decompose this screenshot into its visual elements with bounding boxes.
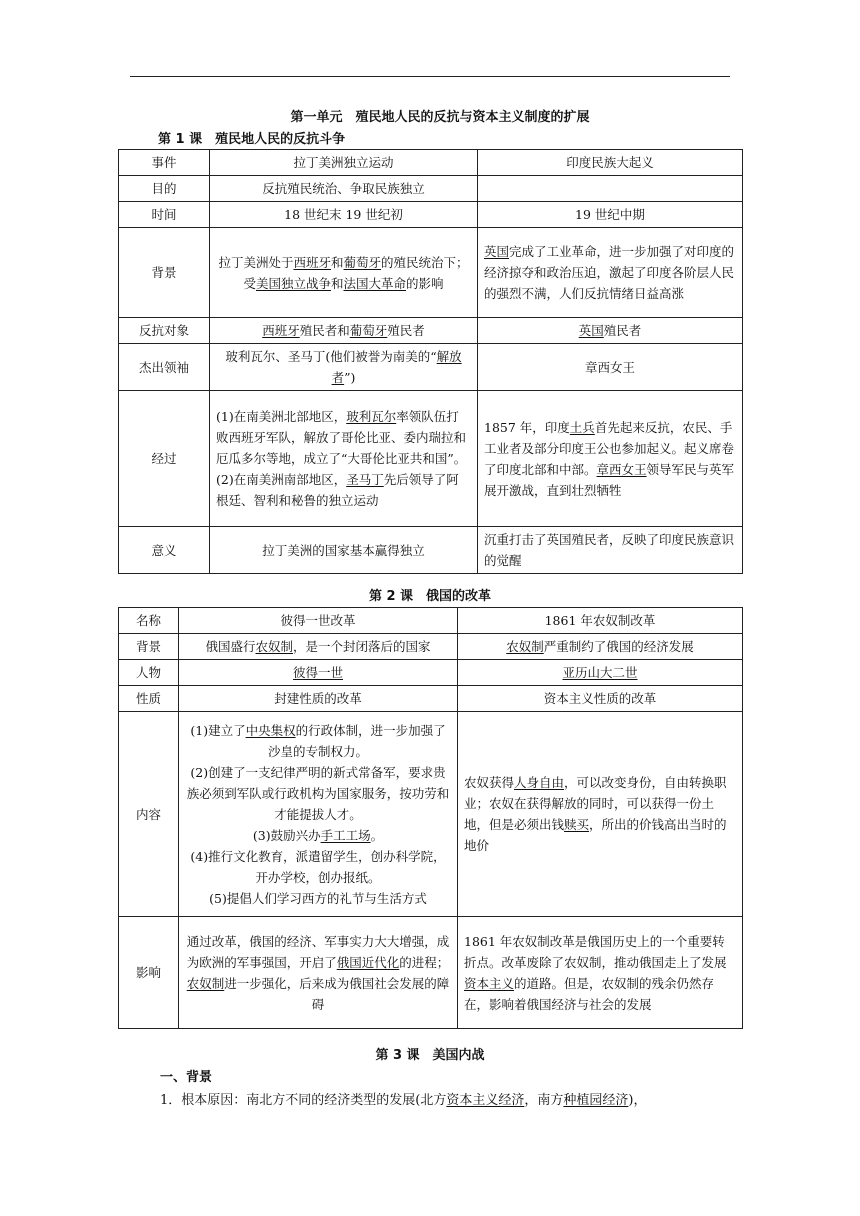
table-row	[119, 686, 743, 712]
cell: 亚历山大二世	[458, 660, 743, 686]
header-cell: 1861 年农奴制改革	[458, 608, 743, 634]
table-row	[119, 202, 743, 228]
row-label: 意义	[119, 527, 210, 574]
table-row	[119, 228, 743, 318]
cell: 通过改革，俄国的经济、军事实力大大增强，成为欧洲的军事强国，开启了俄国近代化的进程；农奴制进一步强化，后来成为俄国社会发展的障碍	[179, 917, 458, 1029]
table-row	[119, 176, 743, 202]
cell	[478, 176, 743, 202]
row-label: 人物	[119, 660, 179, 686]
row-label: 影响	[119, 917, 179, 1029]
cell: 封建性质的改革	[179, 686, 458, 712]
row-label: 时间	[119, 202, 210, 228]
row-label: 背景	[119, 228, 210, 318]
table-row	[119, 391, 743, 527]
table-row	[119, 608, 743, 634]
header-cell: 名称	[119, 608, 179, 634]
header-rule	[130, 76, 730, 77]
cell: 俄国盛行农奴制，是一个封闭落后的国家	[179, 634, 458, 660]
cell: (1)在南美洲北部地区，玻利瓦尔率领队伍打败西班牙军队，解放了哥伦比亚、委内瑞拉和厄瓜多尔等地，成立了“大哥伦比亚共和国”。 (2)在南美洲南部地区，圣马丁先后领导了阿根廷、智利和秘鲁的独立运动	[210, 391, 478, 527]
row-label: 经过	[119, 391, 210, 527]
header-cell: 彼得一世改革	[179, 608, 458, 634]
table-row	[119, 318, 743, 344]
paragraph: 1．根本原因：南北方不同的经济类型的发展(北方资本主义经济，南方种植园经济)，	[160, 1093, 647, 1108]
cell: 反抗殖民统治、争取民族独立	[210, 176, 478, 202]
row-label: 反抗对象	[119, 318, 210, 344]
table-row	[119, 150, 743, 176]
lesson2-title: 第 2 课 俄国的改革	[368, 589, 492, 604]
cell: 19 世纪中期	[478, 202, 743, 228]
cell: 1857 年，印度土兵首先起来反抗，农民、手工业者及部分印度王公也参加起义。起义席卷了印度北部和中部。章西女王领导军民与英军展开激战，直到壮烈牺牲	[478, 391, 743, 527]
cell: 农奴获得人身自由，可以改变身份，自由转换职业；农奴在获得解放的同时，可以获得一份土地，但是必须出钱赎买，所出的价钱高出当时的地价	[458, 712, 743, 917]
row-label: 杰出领袖	[119, 344, 210, 391]
cell: 资本主义性质的改革	[458, 686, 743, 712]
cell: 拉丁美洲的国家基本赢得独立	[210, 527, 478, 574]
lesson3-title: 第 3 课 美国内战	[375, 1048, 485, 1063]
cell: 西班牙殖民者和葡萄牙殖民者	[210, 318, 478, 344]
cell: 拉丁美洲处于西班牙和葡萄牙的殖民统治下；受美国独立战争和法国大革命的影响	[210, 228, 478, 318]
header-cell: 印度民族大起义	[478, 150, 743, 176]
table-row	[119, 344, 743, 391]
cell: 玻利瓦尔、圣马丁(他们被誉为南美的“解放者”)	[210, 344, 478, 391]
cell: 农奴制严重制约了俄国的经济发展	[458, 634, 743, 660]
unit-title: 第一单元 殖民地人民的反抗与资本主义制度的扩展	[290, 110, 590, 125]
lesson2-table	[118, 607, 743, 1029]
table-row	[119, 660, 743, 686]
lesson1-table	[118, 149, 743, 574]
cell: 章西女王	[478, 344, 743, 391]
table-row	[119, 527, 743, 574]
row-label: 内容	[119, 712, 179, 917]
header-cell: 事件	[119, 150, 210, 176]
cell: 18 世纪末 19 世纪初	[210, 202, 478, 228]
row-label: 性质	[119, 686, 179, 712]
header-cell: 拉丁美洲独立运动	[210, 150, 478, 176]
cell: 1861 年农奴制改革是俄国历史上的一个重要转折点。改革废除了农奴制，推动俄国走上了发展资本主义的道路。但是，农奴制的残余仍然存在，影响着俄国经济与社会的发展	[458, 917, 743, 1029]
table-row	[119, 712, 743, 917]
cell: (1)建立了中央集权的行政体制，进一步加强了沙皇的专制权力。 (2)创建了一支纪律严明的新式常备军，要求贵族必须到军队或行政机构为国家服务，按功劳和才能提拔人才。 (3)鼓励兴办手工工场。 (4)推行文化教育，派遣留学生，创办科学院，开办学校，创办报纸。 (5)提倡人们学习西方的礼节与生活方式	[179, 712, 458, 917]
section-heading: 一、背景	[160, 1070, 213, 1085]
row-label: 目的	[119, 176, 210, 202]
lesson1-title: 第 1 课 殖民地人民的反抗斗争	[158, 132, 346, 147]
row-label: 背景	[119, 634, 179, 660]
cell: 沉重打击了英国殖民者，反映了印度民族意识的觉醒	[478, 527, 743, 574]
table-row	[119, 917, 743, 1029]
cell: 英国完成了工业革命，进一步加强了对印度的经济掠夺和政治压迫，激起了印度各阶层人民的强烈不满，人们反抗情绪日益高涨	[478, 228, 743, 318]
table-row	[119, 634, 743, 660]
cell: 英国殖民者	[478, 318, 743, 344]
cell: 彼得一世	[179, 660, 458, 686]
